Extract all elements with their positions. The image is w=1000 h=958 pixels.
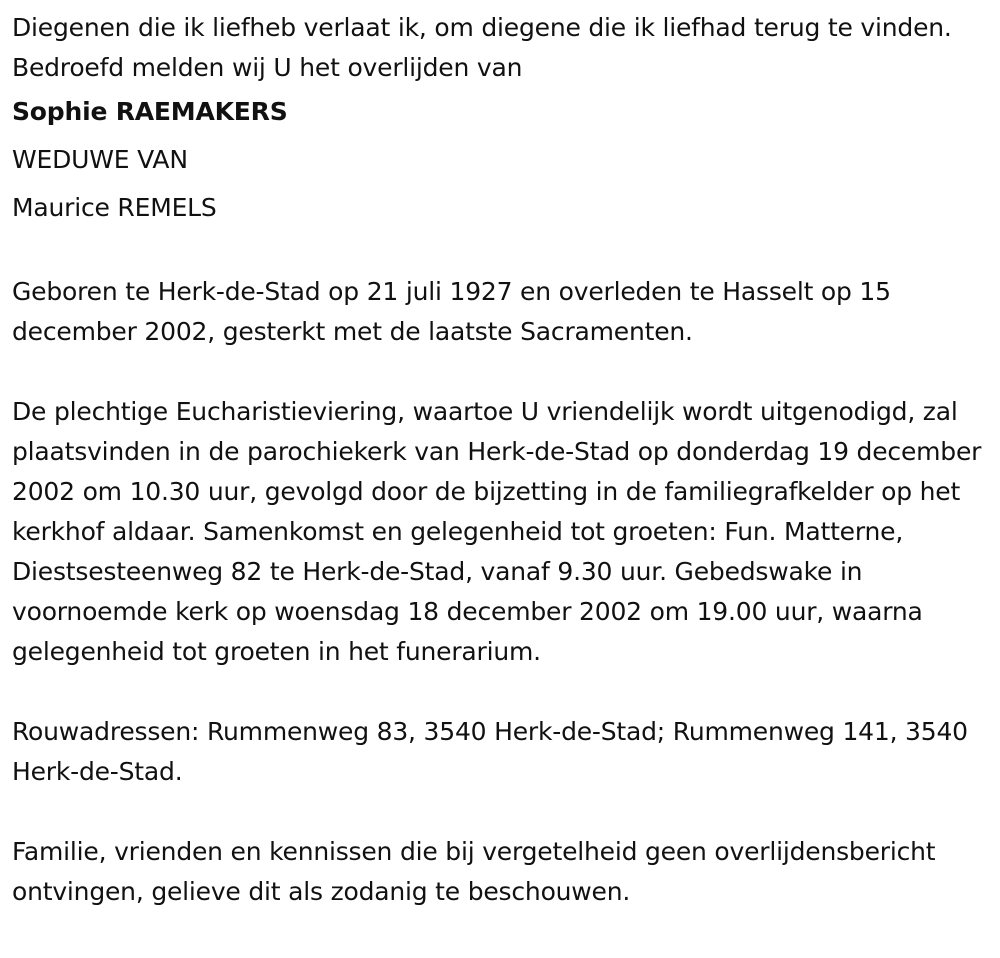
widow-status: WEDUWE VAN — [12, 145, 188, 174]
addresses-paragraph: Rouwadressen: Rummenweg 83, 3540 Herk-de-Stad; Rummenweg 141, 3540 Herk-de-Stad. — [12, 717, 968, 786]
deceased-name: Sophie RAEMAKERS — [12, 97, 288, 126]
birth-death-paragraph: Geboren te Herk-de-Stad op 21 juli 1927 en overleden te Hasselt op 15 december 2002, gesterkt met de laatste Sacramenten. — [12, 277, 891, 346]
spouse-name: Maurice REMELS — [12, 193, 217, 222]
closing-paragraph: Familie, vrienden en kennissen die bij vergetelheid geen overlijdensbericht ontvingen, gelieve dit als zodanig te beschouwen. — [12, 837, 936, 906]
intro-paragraph: Diegenen die ik liefheb verlaat ik, om diegene die ik liefhad terug te vinden. Bedroefd melden wij U het overlijden van — [12, 13, 952, 82]
ceremony-paragraph: De plechtige Eucharistieviering, waartoe U vriendelijk wordt uitgenodigd, zal plaatsvinden in de parochiekerk van Herk-de-Stad op donderdag 19 december 2002 om 10.30 uur, gevolgd door de bijzetting in de familiegrafkelder op het kerkhof aldaar. Samenkomst en gelegenheid tot groeten: Fun. Matterne, Diestsesteenweg 82 te Herk-de-Stad, vanaf 9.30 uur. Gebedswake in voornoemde kerk op woensdag 18 december 2002 om 19.00 uur, waarna gelegenheid tot groeten in het funerarium. — [12, 397, 982, 666]
